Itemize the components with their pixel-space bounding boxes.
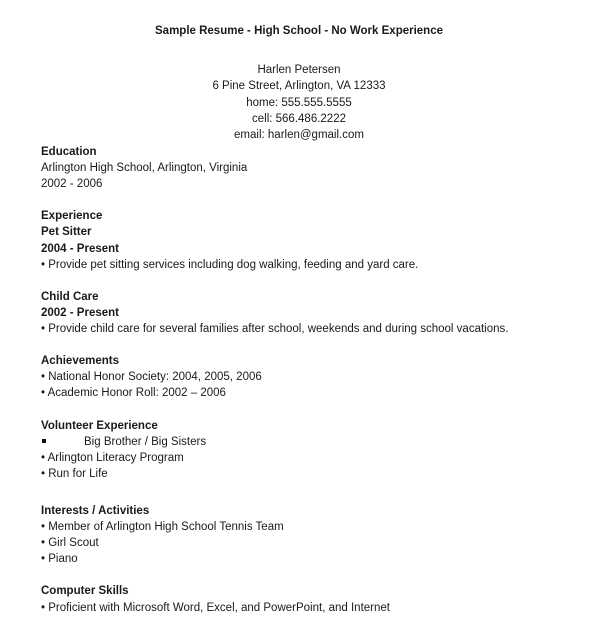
skill-item: • Proficient with Microsoft Word, Excel, and PowerPoint, and Internet — [41, 601, 390, 614]
spacer — [41, 337, 581, 353]
education-years: 2002 - 2006 — [41, 178, 103, 191]
experience-heading: Experience — [41, 210, 103, 223]
contact-address: 6 Pine Street, Arlington, VA 12333 — [212, 80, 386, 93]
spacer — [41, 482, 581, 503]
education-heading: Education — [41, 146, 97, 158]
education-school: Arlington High School, Arlington, Virginia — [41, 162, 248, 175]
job-bullet: • Provide pet sitting services including dog walking, feeding and yard care. — [41, 258, 419, 271]
volunteer-item — [41, 434, 581, 450]
achievements-heading: Achievements — [41, 355, 119, 368]
interest-item: • Piano — [41, 553, 78, 566]
resume-body — [41, 144, 581, 616]
spacer — [41, 273, 581, 289]
spacer — [41, 402, 581, 418]
job-dates: 2004 - Present — [41, 242, 119, 255]
volunteer-item: • Arlington Literacy Program — [41, 451, 184, 464]
interest-item: • Girl Scout — [41, 537, 99, 550]
job-bullet: • Provide child care for several families after school, weekends and during school vacations. — [41, 323, 509, 336]
skills-heading: Computer Skills — [41, 585, 129, 598]
volunteer-item: • Run for Life — [41, 467, 108, 480]
contact-block — [0, 62, 589, 143]
job-title: Pet Sitter — [41, 226, 92, 239]
contact-name: Harlen Petersen — [257, 64, 341, 76]
achievement-item: • National Honor Society: 2004, 2005, 2006 — [41, 371, 262, 384]
document-title: Sample Resume - High School - No Work Experience — [155, 25, 443, 37]
interests-heading: Interests / Activities — [41, 504, 150, 517]
job-dates: 2002 - Present — [41, 306, 119, 319]
contact-home-phone: home: 555.555.5555 — [246, 96, 352, 109]
spacer — [41, 567, 581, 583]
square-bullet-icon — [42, 439, 46, 443]
contact-cell-phone: cell: 566.486.2222 — [252, 112, 346, 125]
volunteer-heading: Volunteer Experience — [41, 419, 158, 432]
spacer — [41, 192, 581, 208]
contact-email: email: harlen@gmail.com — [234, 129, 364, 142]
interest-item: • Member of Arlington High School Tennis Team — [41, 521, 284, 534]
job-title: Child Care — [41, 290, 99, 303]
achievement-item: • Academic Honor Roll: 2002 – 2006 — [41, 387, 226, 400]
volunteer-item-label: Big Brother / Big Sisters — [84, 435, 207, 448]
